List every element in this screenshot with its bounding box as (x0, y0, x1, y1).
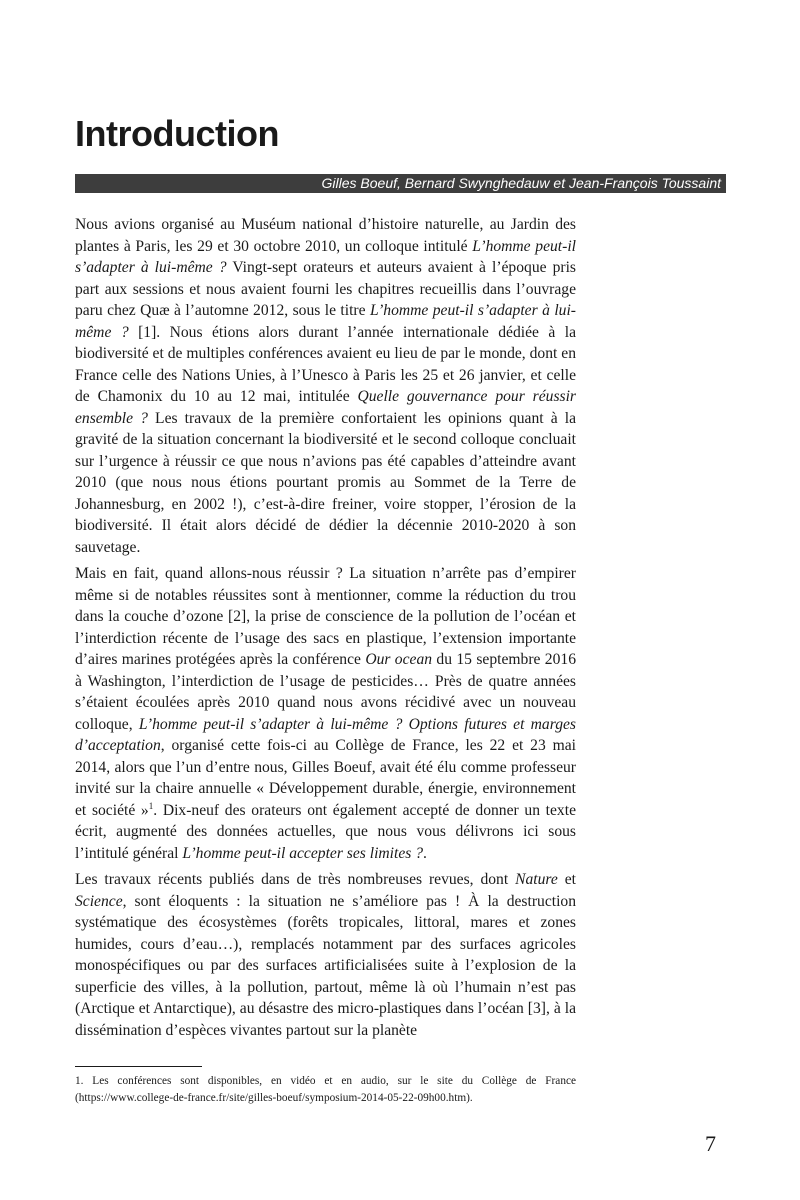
text-run: , sont éloquents : la situation ne s’améliore pas ! À la destruction systématique des écosystèmes (forêts tropicales, littoral, mares et zones humides, cours d’eau…), remplacés notamment par des surfaces agricoles monospécifiques ou par des surfaces artificialisées suite à l’explosion de la superficie des villes, à la pollution, partout, même là où l’humain n’est pas (Arctique et Antarctique), au désastre des micro-plastiques dans l’océan [3], à la dissémination d’espèces vivantes partout sur la planète (75, 892, 576, 1039)
text-run: Nous avions organisé au Muséum national d’histoire naturelle, au Jardin des plantes à Paris, les 29 et 30 octobre 2010, un colloque intitulé (75, 216, 576, 255)
footnote-ref: 1 (148, 800, 154, 811)
text-run: Mais en fait, quand allons-nous réussir ? La situation n’arrête pas d’empirer même si de notables réussites sont à mentionner, comme la réduction du trou dans la couche d’ozone [2], la prise de conscience de la pollution de l’océan et l’interdiction récente de l’usage des sacs en plastique, l’extension importante d’aires marines protégées après la conférence (75, 565, 576, 668)
text-run: . (423, 844, 427, 862)
footnote: 1. Les conférences sont disponibles, en vidéo et en audio, sur le site du Collège de France (https://www.college-de-france.fr/site/gilles-boeuf/symposium-2014-05-22-09h00.htm). (75, 1075, 576, 1104)
italic-title: Science (75, 892, 123, 910)
author-byline: Gilles Boeuf, Bernard Swynghedauw et Jean-François Toussaint (75, 174, 726, 193)
italic-title: L’homme peut-il accepter ses limites ? (182, 844, 424, 862)
italic-title: L’homme peut-il s’adapter à lui-même ? (75, 237, 576, 276)
body-text (75, 214, 576, 1046)
italic-title: L’homme peut-il s’adapter à lui-même ? Options futures et marges d’acceptation (75, 715, 576, 754)
footnote-divider (75, 1066, 202, 1067)
text-run: , organisé cette fois-ci au Collège de France, les 22 et 23 mai 2014, alors que l’un d’entre nous, Gilles Boeuf, avait été élu comme professeur invité sur la chaire annuelle « Développement durable, énergie, environnement et société » (75, 737, 576, 819)
paragraph-1 (75, 214, 576, 558)
text-run: [1]. Nous étions alors durant l’année internationale dédiée à la biodiversité et de multiples conférences avaient eu lieu de par le monde, dont en France celle des Nations Unies, à l’Unesco à Paris les 25 et 26 janvier, et celle de Chamonix du 10 au 12 mai, intitulée (75, 323, 576, 405)
page-title: Introduction (75, 113, 279, 154)
text-run: et (557, 871, 576, 888)
paragraph-3 (75, 869, 576, 1041)
text-run: Vingt-sept orateurs et auteurs avaient à l’époque pris part aux sessions et nous avaient fourni les chapitres recueillis dans l’ouvrage paru chez Quæ à l’automne 2012, sous le titre (75, 259, 576, 319)
text-run: du 15 septembre 2016 à Washington, l’interdiction de l’usage de pesticides… Près de quatre années s’étaient écoulées après 2010 quand nous avons récidivé avec un nouveau colloque, (75, 651, 576, 733)
italic-title: L’homme peut-il s’adapter à lui-même ? (75, 302, 576, 341)
text-run: Les travaux récents publiés dans de très nombreuses revues, dont (75, 871, 516, 888)
italic-title: Nature (515, 871, 558, 888)
italic-title: Quelle gouvernance pour réussir ensemble ? (75, 388, 576, 427)
paragraph-2 (75, 563, 576, 864)
text-run: Les travaux de la première confortaient les opinions quant à la gravité de la situation concernant la biodiversité et le second colloque concluait sur l’urgence à réussir ce que nous n’avions pas été capables d’atteindre avant 2010 (que nous nous étions pourtant promis au Sommet de la Terre de Johannesburg, en 2002 !), c’est-à-dire freiner, voire stopper, l’érosion de la biodiversité. Il était alors décidé de dédier la décennie 2010-2020 à son sauvetage. (75, 409, 577, 556)
italic-title: Our ocean (365, 651, 433, 668)
text-run: . Dix-neuf des orateurs ont également accepté de donner un texte écrit, augmenté des données actuelles, que nous vous délivrons ici sous l’intitulé général (75, 801, 576, 862)
page-number: 7 (705, 1131, 716, 1156)
